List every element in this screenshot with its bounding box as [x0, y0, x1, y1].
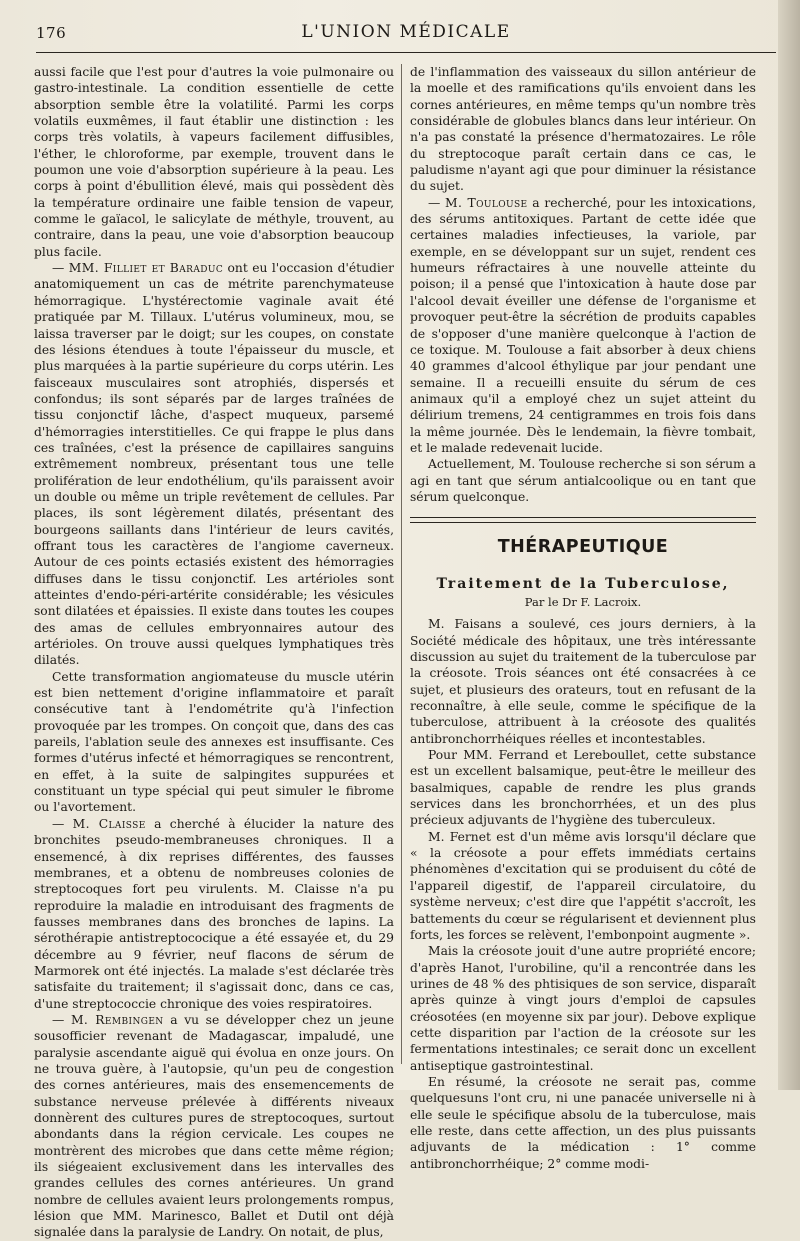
paragraph-absorption: aussi facile que l'est pour d'autres la voie pulmonaire ou gastro-intestinale. La condition essentielle de cette absorption semble être la volatilité. Parmi les corps volatils euxmêmes, il faut établir une distinction : les corps très volatils, à vapeurs facilement diffusibles, l'éther, le chloroforme, par exemple, trouvent dans le poumon une voie d'absorption supérieure à la peau. Les corps à point d'ébullition élevé, mais qui possèdent dès la température ordinaire une faible tension de vapeur, comme le gaïacol, le salicylate de méthyle, trouvent, au contraire, dans la peau, une voie d'absorption beaucoup plus facile. [34, 65, 394, 259]
header-rule [36, 52, 776, 53]
paragraph-hanot-debove: Mais la créosote jouit d'une autre propriété encore; d'après Hanot, l'urobiline, qu'il a rencontrée dans les urines de 48 % des phtisiques de son service, disparaît après quinze à vingt jours d'emploi de capsules créosotées (en moyenne six par jour). Debove explique cette disparition par l'action de la créosote sur les fermentations intestinales; ce serait donc un excellent antiseptique gastrointestinal. [410, 944, 756, 1073]
paragraph-ferrand-lereboullet: Pour MM. Ferrand et Lereboullet, cette substance est un excellent balsamique, peut-être le meilleur des basalmiques, capable de rendre les plus grands services dans les bronchorrhées, et un des plus précieux adjuvants de l'hygiène des tuberculeux. [410, 748, 756, 828]
paragraph-claisse: — M. Claisse a cherché à élucider la nature des bronchites pseudo-membraneuses chroniques. Il a ensemencé, à dix reprises différentes, des fausses membranes, et a obtenu de nombreuses colonies de streptocoques fort peu virulents. M. Claisse n'a pu reproduire la maladie en introduisant des fragments de fausses membranes dans des bronches de lapins. La sérothérapie antistreptococique a été essayée et, du 29 décembre au 9 février, neuf flacons de sérum de Marmorek ont été injectés. La malade s'est déclarée très satisfaite du traitement; il s'agissait donc, dans ce cas, d'une streptococcie chronique des voies respiratoires. [34, 816, 394, 1011]
section-title: THÉRAPEUTIQUE [497, 537, 669, 558]
paragraph-toulouse: — M. Toulouse a recherché, pour les intoxications, des sérums antitoxiques. Partant de cette idée que certaines maladies infectieuses, la variole, par exemple, en se développant sur un sujet, rendent ces humeurs réfractaires à une nouvelle atteinte du poison; il a pensé que l'intoxication à haute dose par l'alcool devait éveiller une défense de l'organisme et provoquer peut-être la sécrétion de produits capables de s'opposer d'une manière quelconque à l'action de ce toxique. M. Toulouse a fait absorber à deux chiens 40 grammes d'alcool éthylique par jour pendant une semaine. Il a recueilli ensuite du sérum de ces animaux qu'il a employé chez un sujet atteint du délirium tremens, 24 centigrammes en trois fois dans la même journée. Dès le lendemain, la fièvre tombait, et le malade redevenait lucide. [410, 195, 756, 455]
column-divider [401, 64, 402, 1064]
paragraph-text: a cherché à élucider la nature des bronchites pseudo-membraneuses chroniques. Il a ensemencé, à dix reprises différentes, des fausses membranes, et a obtenu de nombreuses colonies de streptocoques fort peu virulents. M. Claisse n'a pu reproduire la maladie en introduisant des fragments de fausses membranes dans des bronches de lapins. La sérothérapie antistreptococique a été essayée et, du 29 décembre au 9 février, neuf flacons de sérum de Marmorek ont été injectés. La malade s'est déclarée très satisfaite du traitement; il s'agissait donc, dans ce cas, d'une streptococcie chronique des voies respiratoires. [34, 816, 394, 1011]
page-number: 176 [36, 24, 67, 42]
paragraph-continuation: de l'inflammation des vaisseaux du sillon antérieur de la moelle et des ramifications qu'ils envoient dans les cornes antérieures, en même temps qu'un nombre très considérable de globules blancs dans leur intérieur. On n'a pas constaté la présence d'hermatozaires. Le rôle du streptocoque paraît certain dans ce cas, le paludisme n'ayant agi que pour diminuer la résistance du sujet. [410, 65, 756, 194]
paragraph-text: a vu se développer chez un jeune sousofficier revenant de Madagascar, impaludé, une paralysie ascendante aiguë qui évolua en onze jours. On ne trouva guère, à l'autopsie, qu'un peu de congestion des cornes antérieures, mais des ensemencements de substance nerveuse prélevée à différents niveaux donnèrent des cultures pures de streptocoques, surtout abondants dans la région cervicale. Les coupes ne montrèrent des microbes que dans cette même région; ils siégeaient exclusivement dans les intervalles des grandes cellules des cornes antérieures. Un grand nombre de cellules avaient leurs prolongements rompus, lésion que MM. Marinesco, Ballet et Dutil ont déjà signalée dans la paralysie de Landry. On notait, de plus, [34, 1012, 394, 1240]
page-header [36, 18, 776, 48]
author-names: M. Rembingen [70, 1012, 164, 1027]
paragraph-summary: En résumé, la créosote ne serait pas, comme quelquesuns l'ont cru, ni une panacée universelle ni à elle seule le spécifique absolu de la tuberculose, mais elle reste, dans cette affection, un des plus puissants adjuvants de la médication : 1° comme antibronchorrhéique; 2° comme modi- [410, 1074, 756, 1171]
author-names: MM. Filliet et Baraduc [68, 261, 224, 276]
paragraph-toulouse-current: Actuellement, M. Toulouse recherche si son sérum a agi en tant que sérum antialcoolique ou en tant que sérum quelconque. [410, 457, 756, 504]
right-column [410, 64, 756, 1172]
paragraph-filliet-baraduc: — MM. Filliet et Baraduc ont eu l'occasion d'étudier anatomiquement un cas de métrite parenchymateuse hémorragique. L'hystérectomie vaginale avait été pratiquée par M. Tillaux. L'utérus volumineux, mou, se laissa traverser par le doigt; sur les coupes, on constate des lésions étendues à toute l'épaisseur du muscle, et plus marquées à la partie supérieure du corps utérin. Les faisceaux musculaires sont atrophiés, dispersés et confondus; ils sont séparés par de larges traînées de tissu conjonctif lâche, d'aspect muqueux, parsemé d'hémorragies interstitielles. Ce qui frappe le plus dans ces traînées, c'est la présence de capillaires sanguins extrêmement nombreux, présentant tous une telle prolifération de leur endothélium, qu'ils paraissent avoir un double ou même un triple revêtement de cellules. Par places, ils sont légèrement dilatés, présentant des bourgeons saillants dans l'intérieur de leurs cavités, offrant tous les caractères de l'angiome caverneux. Autour de ces points ectasiés existent des hémorragies diffuses dans le tissu conjonctif. Les artérioles sont atteintes d'endo-péri-artérite considérable; les vésicules sont dilatées et épaissies. Il existe dans toutes les coupes des amas de cellules embryonnaires autour des artérioles. On trouve aussi quelques lymphatiques très dilatés. [34, 261, 394, 668]
paragraph-faisans: M. Faisans a soulevé, ces jours derniers, à la Société médicale des hôpitaux, une très intéressante discussion au sujet du traitement de la tuberculose par la créosote. Trois séances ont été consacrées à ce sujet, et plusieurs des orateurs, tout en refusant de la reconnaître, à elle seule, comme le spécifique de la tuberculose, attribuent à la créosote des qualités antibronchorrhéiques réelles et incontestables. [410, 617, 756, 746]
page-edge-shadow [778, 0, 800, 1090]
paragraph-fernet: M. Fernet est d'un même avis lorsqu'il déclare que « la créosote a pour effets immédiats certains phénomènes d'excitation qui se produisent du côté de l'appareil digestif, de l'appareil circulatoire, du système nerveux; c'est dire que l'appétit s'accroît, les battements du cœur se régularisent et deviennent plus forts, les forces se relèvent, l'embonpoint augmente ». [410, 829, 756, 942]
section-rule [410, 517, 756, 523]
paragraph-text: a recherché, pour les intoxications, des sérums antitoxiques. Partant de cette idée que certaines maladies infectieuses, la variole, par exemple, en se développant sur un sujet, rendent ces humeurs réfractaires à une nouvelle atteinte du poison; il a pensé que l'intoxication à haute dose par l'alcool devait éveiller une défense de l'organisme et provoquer peut-être la sécrétion de produits capables de s'opposer d'une manière quelconque à l'action de ce toxique. M. Toulouse a fait absorber à deux chiens 40 grammes d'alcool éthylique par jour pendant une semaine. Il a recueilli ensuite du sérum de ces animaux qu'il a employé chez un sujet atteint du délirium tremens, 24 centigrammes en trois fois dans la même journée. Dès le lendemain, la fièvre tombait, et le malade redevenait lucide. [410, 195, 756, 455]
author-names: M. Claisse [72, 816, 146, 831]
left-column [34, 64, 394, 1241]
running-title: L'UNION MÉDICALE [301, 22, 511, 42]
author-names: M. Toulouse [445, 195, 528, 210]
paragraph-rembingen: — M. Rembingen a vu se développer chez un jeune sousofficier revenant de Madagascar, impaludé, une paralysie ascendante aiguë qui évolua en onze jours. On ne trouva guère, à l'autopsie, qu'un peu de congestion des cornes antérieures, mais des ensemencements de substance nerveuse prélevée à différents niveaux donnèrent des cultures pures de streptocoques, surtout abondants dans la région cervicale. Les coupes ne montrèrent des microbes que dans cette même région; ils siégeaient exclusivement dans les intervalles des grandes cellules des cornes antérieures. Un grand nombre de cellules avaient leurs prolongements rompus, lésion que MM. Marinesco, Ballet et Dutil ont déjà signalée dans la paralysie de Landry. On notait, de plus, [34, 1012, 394, 1240]
article-title: Traitement de la Tuberculose, [436, 575, 730, 592]
article-byline: Par le Dr F. Lacroix. [524, 594, 642, 609]
paragraph-text: ont eu l'occasion d'étudier anatomiquement un cas de métrite parenchymateuse hémorragique. L'hystérectomie vaginale avait été pratiquée par M. Tillaux. L'utérus volumineux, mou, se laissa traverser par le doigt; sur les coupes, on constate des lésions étendues à toute l'épaisseur du muscle, et plus marquées à la partie supérieure du corps utérin. Les faisceaux musculaires sont atrophiés, dispersés et confondus; ils sont séparés par de larges traînées de tissu conjonctif lâche, d'aspect muqueux, parsemé d'hémorragies interstitielles. Ce qui frappe le plus dans ces traînées, c'est la présence de capillaires sanguins extrêmement nombreux, présentant tous une telle prolifération de leur endothélium, qu'ils paraissent avoir un double ou même un triple revêtement de cellules. Par places, ils sont légèrement dilatés, présentant des bourgeons saillants dans l'intérieur de leurs cavités, offrant tous les caractères de l'angiome caverneux. Autour de ces points ectasiés existent des hémorragies diffuses dans le tissu conjonctif. Les artérioles sont atteintes d'endo-péri-artérite considérable; les vésicules sont dilatées et épaissies. Il existe dans toutes les coupes des amas de cellules embryonnaires autour des artérioles. On trouve aussi quelques lymphatiques très dilatés. [34, 261, 394, 668]
paragraph-angiomatous-transformation: Cette transformation angiomateuse du muscle utérin est bien nettement d'origine inflammatoire et paraît consécutive tant à l'endométrite qu'à l'infection provoquée par les trompes. On conçoit que, dans des cas pareils, l'ablation seule des annexes est insuffisante. Ces formes d'utérus infecté et hémorragiques se rencontrent, en effet, à la suite de salpingites suppurées et constituant un type spécial qui peut simuler le fibrome ou l'avortement. [34, 669, 394, 815]
